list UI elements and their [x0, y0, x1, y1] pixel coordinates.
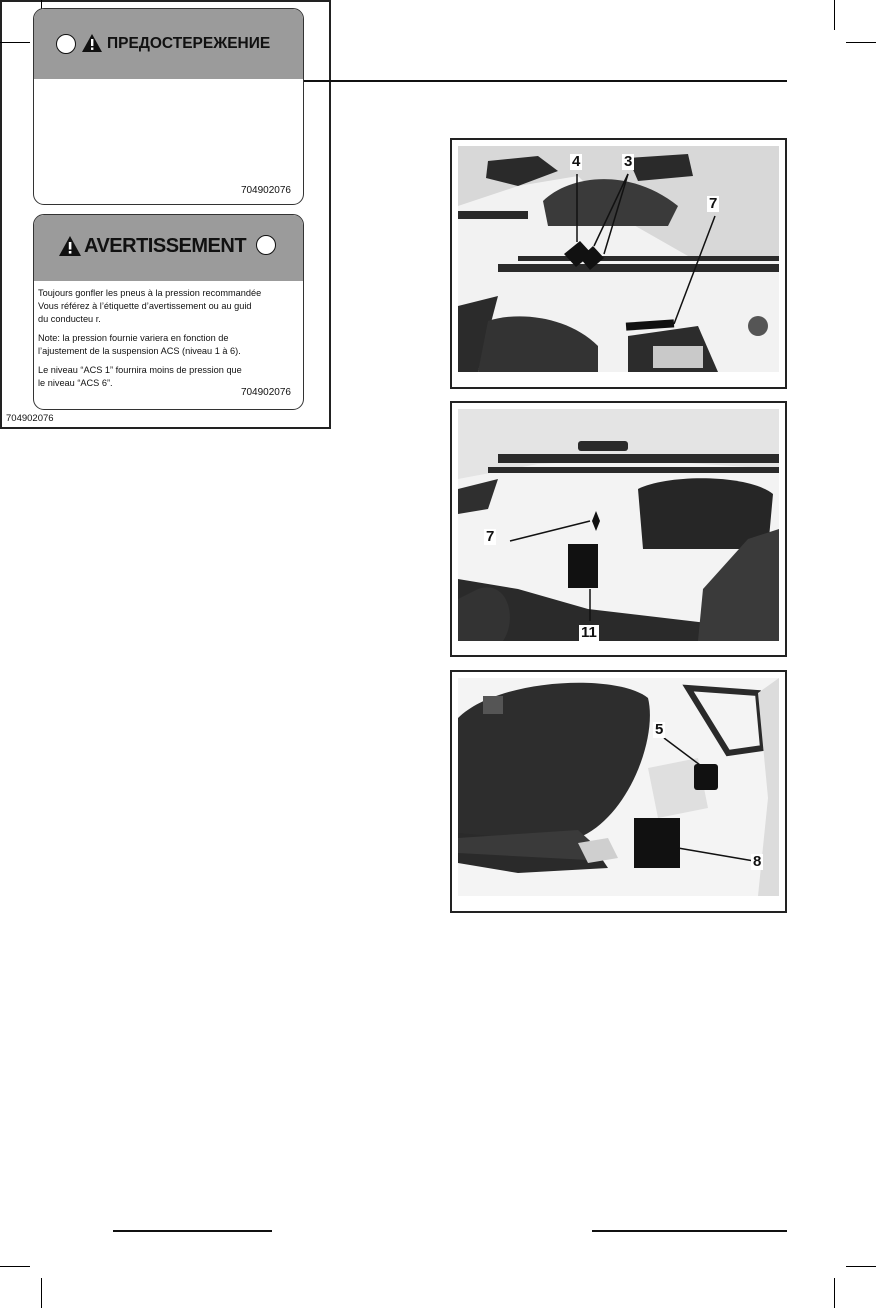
warning-triangle-icon — [58, 235, 82, 257]
french-text-line: Vous référez à l’étiquette d’avertissement ou au guid — [38, 301, 252, 311]
french-warning-title: AVERTISSEMENT — [84, 235, 247, 257]
circle-mark — [56, 34, 76, 54]
callout-number: 11 — [581, 624, 597, 641]
crop-mark — [846, 42, 876, 43]
french-text-line: Toujours gonfler les pneus à la pression recommandée — [38, 288, 262, 298]
callout-number: 8 — [753, 853, 762, 870]
french-decal-code: 704902076 — [240, 387, 291, 398]
french-warning-decal — [33, 214, 304, 410]
russian-decal-code: 704902076 — [240, 185, 291, 196]
atv-front-photo — [458, 146, 779, 372]
french-text-line: l’ajustement de la suspension ACS (niveau 1 à 6). — [38, 346, 241, 356]
callout-number: 5 — [655, 721, 664, 738]
crop-mark — [0, 1266, 30, 1267]
callout-number: 3 — [624, 153, 633, 170]
atv-side-photo — [458, 409, 779, 641]
warning-label-figure — [0, 0, 331, 429]
crop-mark — [834, 0, 835, 30]
footer-rule-left — [113, 1230, 272, 1232]
footer-rule-right — [592, 1230, 787, 1232]
figure-code: 704902076 — [6, 413, 54, 424]
callout-number: 7 — [709, 195, 718, 212]
french-text-line: du conducteu r. — [38, 314, 101, 324]
warning-triangle-icon — [81, 33, 103, 53]
russian-warning-title: ПРЕДОСТЕРЕЖЕНИЕ — [107, 35, 271, 52]
crop-mark — [41, 1278, 42, 1308]
french-text-line: Note: la pression fournie variera en fonction de — [38, 333, 229, 343]
french-text-line: Le niveau “ACS 1” fournira moins de pression que — [38, 365, 242, 375]
circle-mark — [256, 235, 276, 255]
callout-number: 4 — [572, 153, 581, 170]
crop-mark — [834, 1278, 835, 1308]
atv-rear-photo — [458, 678, 779, 896]
vehicle-photo-middle — [450, 401, 787, 657]
crop-mark — [0, 42, 30, 43]
vehicle-photo-bottom — [450, 670, 787, 913]
crop-mark — [846, 1266, 876, 1267]
russian-warning-decal — [33, 8, 304, 205]
french-text-line: le niveau “ACS 6”. — [38, 378, 113, 388]
callout-number: 7 — [486, 528, 495, 545]
vehicle-photo-top — [450, 138, 787, 389]
